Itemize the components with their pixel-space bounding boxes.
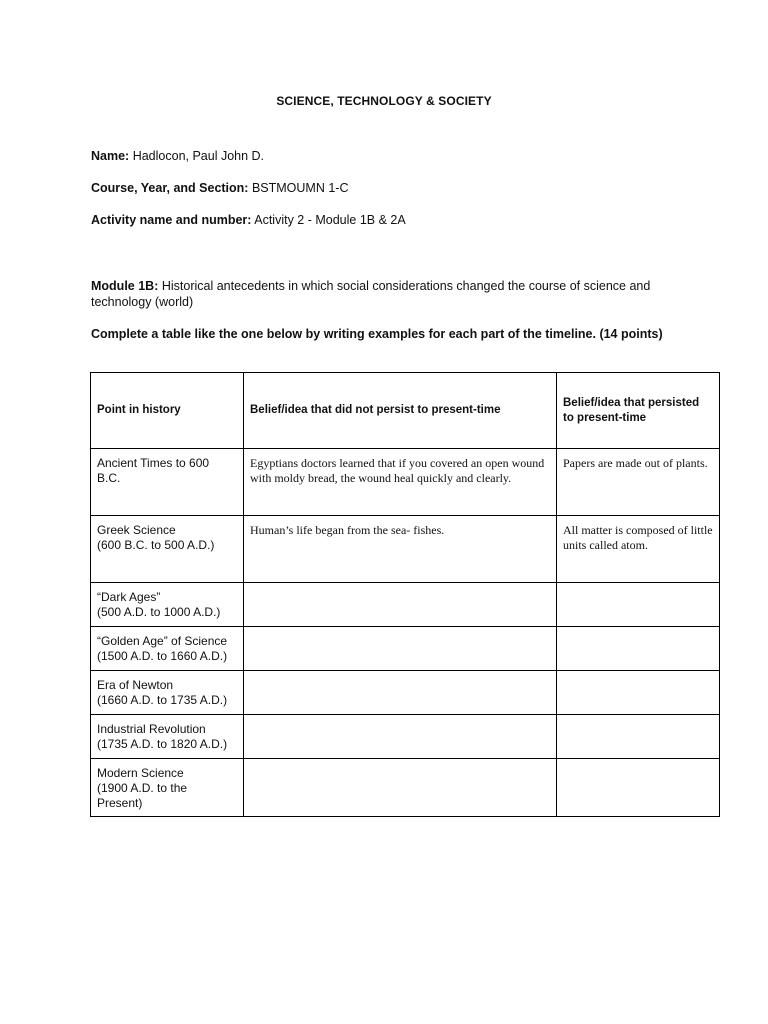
table-row [91,759,720,817]
period-cell [91,759,244,817]
table-row [91,627,720,671]
period-line: Industrial Revolution [97,722,206,736]
table-header-row [91,373,720,449]
persisted-cell: All matter is composed of little units called atom. [557,516,720,583]
period-line: (1660 A.D. to 1735 A.D.) [97,693,228,707]
period-line: Modern Science [97,766,184,780]
period-cell [91,627,244,671]
name-field [91,149,264,163]
period-line: B.C. [97,471,121,485]
not-persisted-cell [244,759,557,817]
activity-field [91,213,406,227]
instruction-text: Complete a table like the one below by writing examples for each part of the timeline. (14 points) [91,327,663,341]
module-description [91,278,651,310]
course-value: BSTMOUMN 1-C [251,181,349,195]
module-label: Module 1B: [91,279,159,293]
course-field [91,181,348,195]
period-line: Era of Newton [97,678,174,692]
period-cell [91,516,244,583]
persisted-cell: Papers are made out of plants. [557,449,720,516]
persisted-cell [557,583,720,627]
table-row [91,715,720,759]
period-line: (1900 A.D. to the [97,781,188,795]
period-line: Greek Science [97,523,176,537]
period-cell [91,583,244,627]
period-line: Present) [97,796,143,810]
not-persisted-cell [244,715,557,759]
not-persisted-cell: Human’s life began from the sea- fishes. [244,516,557,583]
module-text: Historical antecedents in which social considerations changed the course of science and technology (world) [91,279,651,309]
table-row [91,583,720,627]
period-line: (1500 A.D. to 1660 A.D.) [97,649,228,663]
course-label: Course, Year, and Section: [91,181,249,195]
period-cell [91,715,244,759]
period-line: Ancient Times to 600 [97,456,210,470]
persisted-cell [557,671,720,715]
timeline-table [90,372,720,817]
activity-label: Activity name and number: [91,213,252,227]
persisted-cell [557,715,720,759]
name-label: Name: [91,149,130,163]
header-point-in-history: Point in history [91,373,244,449]
period-line: “Dark Ages” [97,590,161,604]
not-persisted-cell: Egyptians doctors learned that if you covered an open wound with moldy bread, the wound heal quickly and clearly. [244,449,557,516]
persisted-cell [557,759,720,817]
not-persisted-cell [244,671,557,715]
period-cell [91,671,244,715]
period-line: (500 A.D. to 1000 A.D.) [97,605,221,619]
header-persisted: Belief/idea that persisted to present-time [557,373,720,449]
activity-value: Activity 2 - Module 1B & 2A [254,213,406,227]
period-cell [91,449,244,516]
not-persisted-cell [244,583,557,627]
header-not-persisted: Belief/idea that did not persist to present-time [244,373,557,449]
period-line: (1735 A.D. to 1820 A.D.) [97,737,228,751]
not-persisted-cell [244,627,557,671]
name-value: Hadlocon, Paul John D. [132,149,265,163]
period-line: “Golden Age” of Science [97,634,228,648]
table-row [91,449,720,516]
period-line: (600 B.C. to 500 A.D.) [97,538,215,552]
table-row [91,671,720,715]
document-title: SCIENCE, TECHNOLOGY & SOCIETY [276,94,492,108]
persisted-cell [557,627,720,671]
table-row [91,516,720,583]
